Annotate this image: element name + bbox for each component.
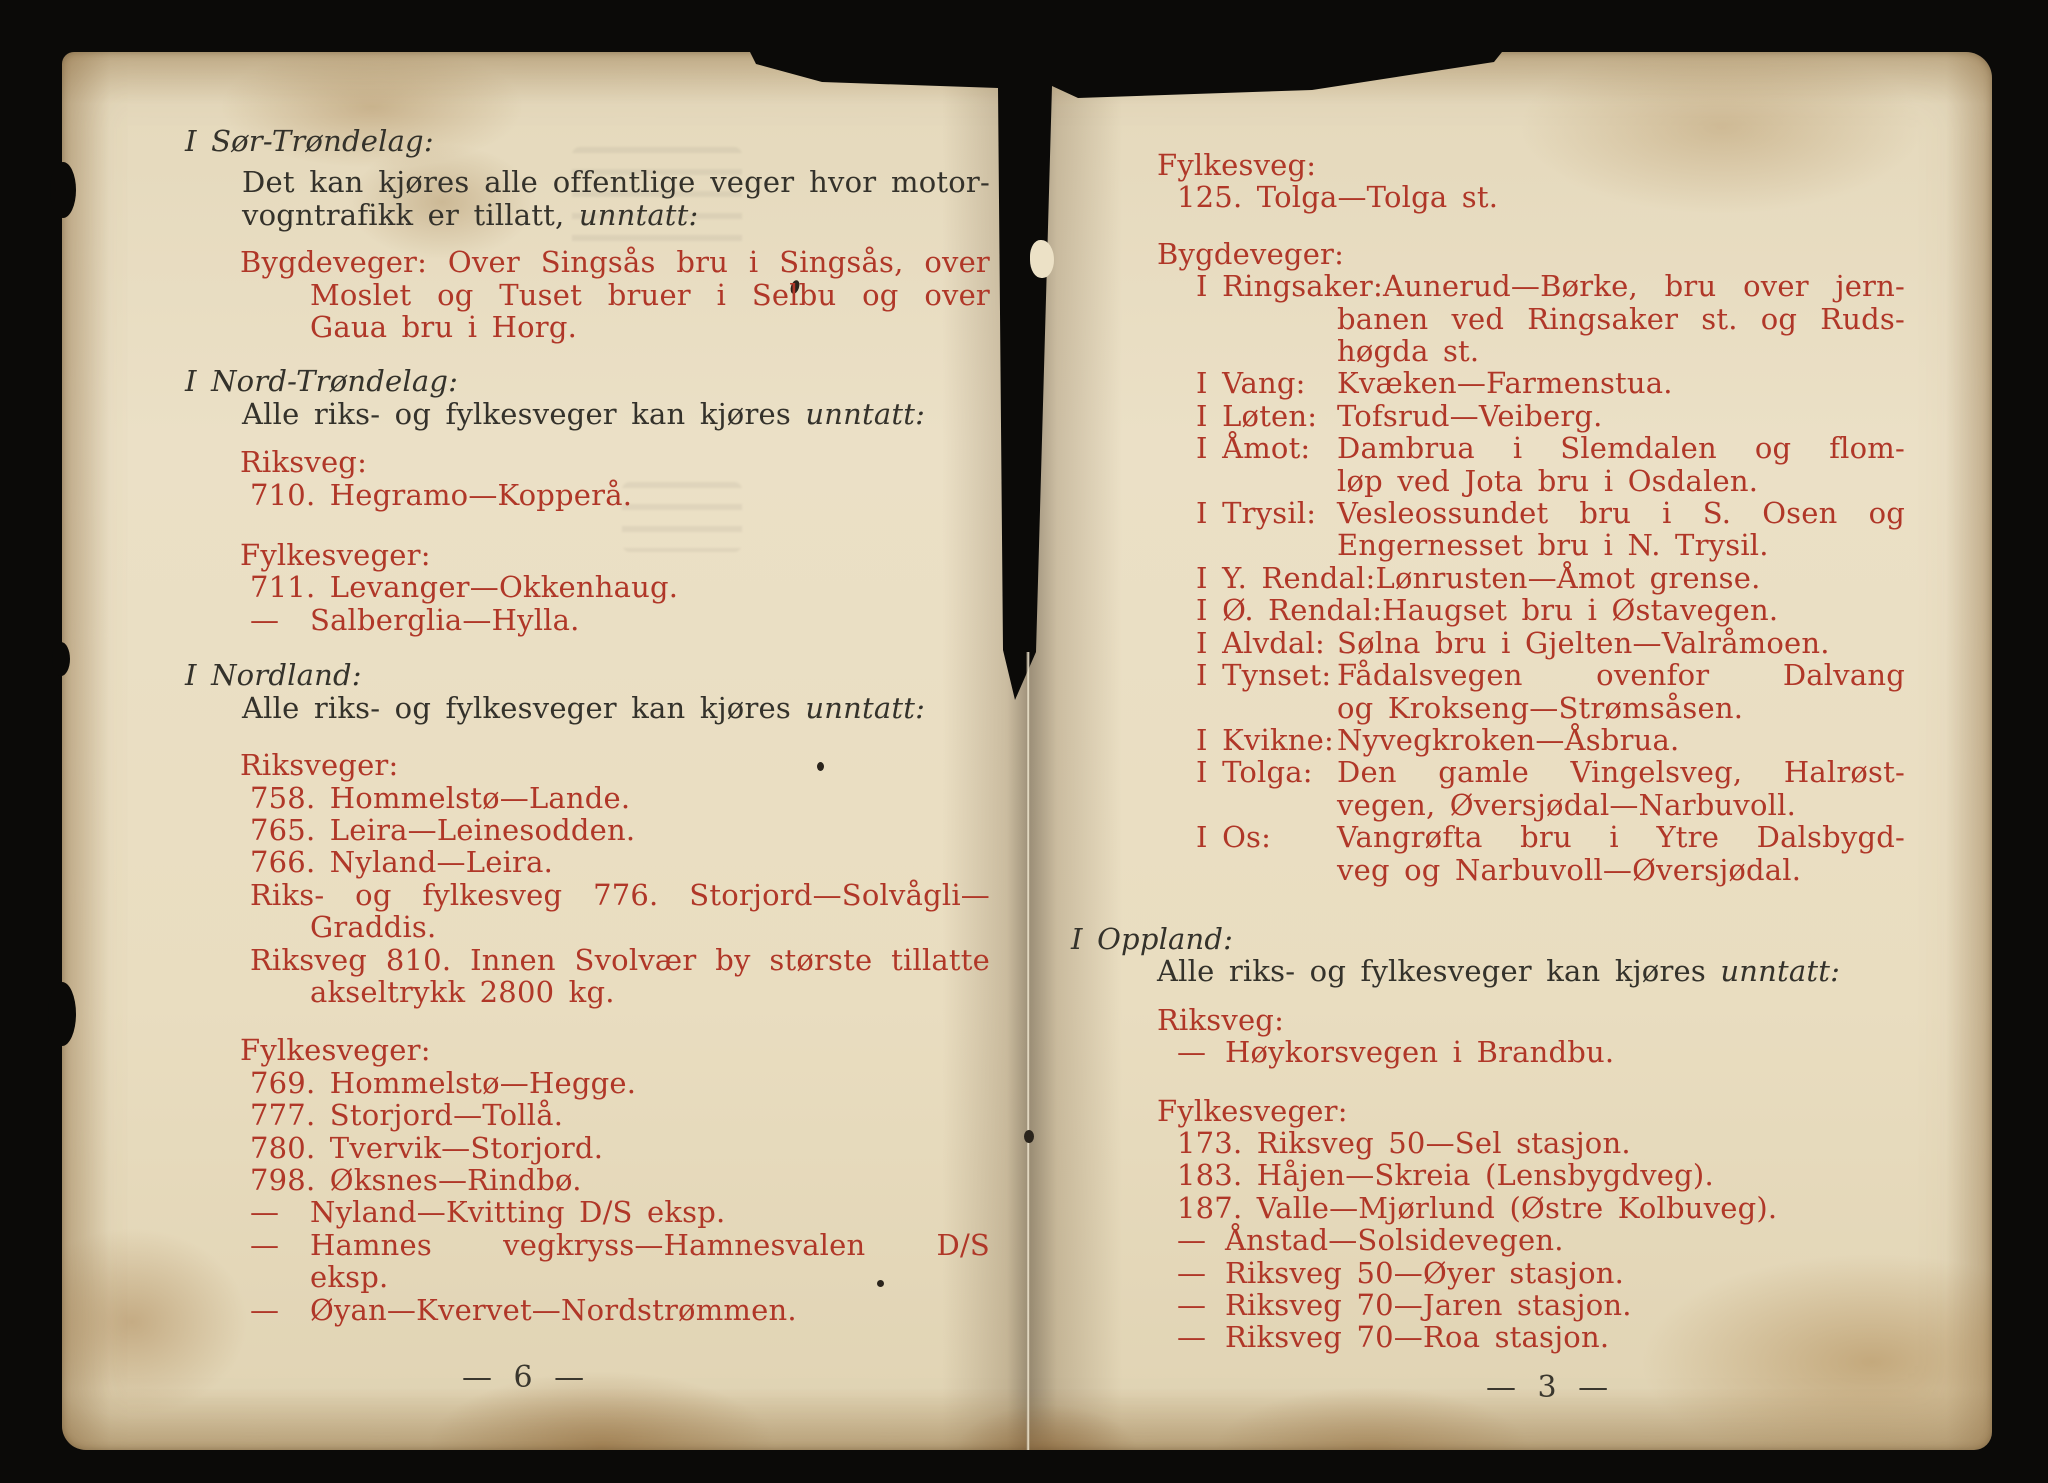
text-line: 769. Hommelstø—Hegge. xyxy=(250,1065,637,1100)
line-text: Øyan—Kvervet—Nordstrømmen. xyxy=(310,1292,797,1327)
line-text: veg og Narbuvoll—Øversjødal. xyxy=(1337,852,1802,887)
torn-edge-notch xyxy=(48,982,76,1046)
text-line: Riksveger: xyxy=(240,748,399,783)
text-line: Alle riks- og fylkesveger kan kjøres unntatt: xyxy=(242,396,926,431)
line-label: I Kvikne: xyxy=(1196,722,1334,757)
line-text: Sølna bru i Gjelten—Valråmoen. xyxy=(1337,625,1830,660)
ink-speck xyxy=(1024,1130,1034,1143)
text-line xyxy=(1071,367,1905,399)
text-line xyxy=(1071,562,1905,594)
line-text: Tofsrud—Veiberg. xyxy=(1337,398,1603,433)
text-line: Riksveg: xyxy=(240,445,368,480)
line-text: Engernesset bru i N. Trysil. xyxy=(1337,528,1769,563)
line-label: — xyxy=(1177,1035,1207,1070)
line-text: Riksveg 70—Jaren stasjon. xyxy=(1225,1288,1632,1322)
line-label xyxy=(1196,529,1337,561)
line-label: I Vang: xyxy=(1196,366,1306,401)
line-text: Riksveg 50—Øyer stasjon. xyxy=(1225,1255,1625,1290)
line-text: Salberglia—Hylla. xyxy=(310,602,580,637)
text-line: 173. Riksveg 50—Sel stasjon. xyxy=(1177,1125,1631,1160)
line-label: I Y. Rendal: xyxy=(1196,560,1376,595)
text-line: 766. Nyland—Leira. xyxy=(250,845,554,880)
text-line: 183. Håjen—Skreia (Lensbygdveg). xyxy=(1177,1158,1714,1193)
line-text: Nyland—Kvitting D/S eksp. xyxy=(310,1195,726,1230)
text-line: Moslet og Tuset bruer i Selbu og over xyxy=(310,277,990,312)
line-label: I Ringsaker: xyxy=(1196,269,1383,304)
line-text: Aunerud—Børke, bru over jern- xyxy=(1382,269,1905,304)
line-text: løp ved Jota bru i Osdalen. xyxy=(1337,463,1759,498)
text-line xyxy=(1071,400,1905,432)
text-line: 758. Hommelstø—Lande. xyxy=(250,780,631,815)
text-line: 187. Valle—Mjørlund (Østre Kolbuveg). xyxy=(1177,1190,1778,1225)
line-text: Kvæken—Farmenstua. xyxy=(1337,366,1673,401)
text-line xyxy=(185,1294,990,1326)
text-line: Gaua bru i Horg. xyxy=(310,310,578,345)
text-line: Det kan kjøres alle offentlige veger hvor motor- xyxy=(242,165,990,200)
text-line: I Nord-Trøndelag: xyxy=(185,364,459,399)
line-text: Den gamle Vingelsveg, Halrøst- xyxy=(1337,755,1905,790)
text-line: Alle riks- og fylkesveger kan kjøres unntatt: xyxy=(1157,954,1841,989)
text-line xyxy=(185,1196,990,1228)
page-number-left: — 6 — xyxy=(462,1360,587,1395)
text-line xyxy=(1071,1257,1905,1289)
paper-chip xyxy=(1030,240,1054,278)
text-line: Bygdeveger: xyxy=(1157,236,1345,271)
text-line: 777. Storjord—Tollå. xyxy=(250,1098,564,1133)
text-line: Fylkesveger: xyxy=(240,538,431,573)
text-line xyxy=(1071,432,1905,464)
line-text: og Krokseng—Strømsåsen. xyxy=(1337,690,1744,725)
line-text: Lønrusten—Åmot grense. xyxy=(1375,560,1761,595)
line-label: — xyxy=(1177,1223,1207,1258)
line-label xyxy=(1196,789,1337,821)
line-label: I Tynset: xyxy=(1196,658,1332,693)
text-line: vogntrafikk er tillatt, unntatt: xyxy=(242,197,699,232)
line-text: Haugset bru i Østavegen. xyxy=(1382,593,1779,628)
line-label: — xyxy=(250,1292,280,1327)
text-line xyxy=(1071,529,1905,561)
text-line: Riksveg: xyxy=(1157,1002,1285,1037)
text-line: 765. Leira—Leinesodden. xyxy=(250,812,636,847)
text-line xyxy=(1071,724,1905,756)
booklet-spread xyxy=(62,52,1992,1450)
line-label: — xyxy=(1177,1255,1207,1290)
torn-edge-notch xyxy=(50,162,76,218)
text-line xyxy=(1071,335,1905,367)
line-label: I Os: xyxy=(1196,820,1272,855)
line-label xyxy=(1196,303,1337,335)
line-text: banen ved Ringsaker st. og Ruds- xyxy=(1337,301,1905,336)
line-label: — xyxy=(1177,1320,1207,1355)
line-text: vegen, Øversjødal—Narbuvoll. xyxy=(1337,787,1797,822)
line-label: I Åmot: xyxy=(1196,431,1311,466)
line-text: Høykorsvegen i Brandbu. xyxy=(1225,1035,1615,1070)
line-label: I Tolga: xyxy=(1196,755,1313,790)
text-line xyxy=(1071,497,1905,529)
text-line xyxy=(1071,789,1905,821)
text-line: I Nordland: xyxy=(185,658,362,693)
text-line: Bygdeveger: Over Singsås bru i Singsås, over xyxy=(240,245,990,280)
line-label xyxy=(1196,692,1337,724)
text-line: I Sør-Trøndelag: xyxy=(185,124,434,158)
line-label: — xyxy=(250,1227,280,1262)
line-text: Nyvegkroken—Åsbrua. xyxy=(1337,722,1680,757)
text-line: 780. Tvervik—Storjord. xyxy=(250,1130,604,1165)
line-label: I Løten: xyxy=(1196,398,1318,433)
text-line xyxy=(1071,270,1905,302)
line-text: høgda st. xyxy=(1337,334,1480,369)
fold-crease xyxy=(1026,652,1030,1450)
text-line xyxy=(1071,627,1905,659)
torn-edge-notch xyxy=(52,642,70,676)
line-label: — xyxy=(1177,1288,1207,1322)
text-line: Fylkesveger: xyxy=(1157,1093,1348,1128)
line-label: — xyxy=(250,602,280,637)
line-text: Fådalsvegen ovenfor Dalvang xyxy=(1337,658,1905,693)
text-line: 710. Hegramo—Kopperå. xyxy=(250,477,633,512)
text-line xyxy=(1071,821,1905,853)
text-line xyxy=(1071,465,1905,497)
text-line: eksp. xyxy=(310,1260,389,1295)
line-label: I Alvdal: xyxy=(1196,625,1325,660)
line-text: Vangrøfta bru i Ytre Dalsbygd- xyxy=(1337,820,1905,855)
line-label xyxy=(1196,465,1337,497)
line-label: I Trysil: xyxy=(1196,496,1317,531)
text-line xyxy=(1071,1224,1905,1256)
text-line: Riksveg 810. Innen Svolvær by største tillatte xyxy=(250,942,990,977)
text-line xyxy=(1071,692,1905,724)
text-line xyxy=(1071,594,1905,626)
line-label xyxy=(1196,854,1337,886)
line-text: Riksveg 70—Roa stasjon. xyxy=(1225,1320,1610,1355)
text-line xyxy=(1071,659,1905,691)
page-right-text xyxy=(1071,149,1905,1354)
text-line: Riks- og fylkesveg 776. Storjord—Solvågli— xyxy=(250,877,990,912)
text-line: Alle riks- og fylkesveger kan kjøres unntatt: xyxy=(242,690,926,725)
line-text: Vesleossundet bru i S. Osen og xyxy=(1337,496,1905,531)
text-line: I Oppland: xyxy=(1071,921,1234,956)
text-line xyxy=(185,604,990,636)
text-line xyxy=(1071,1036,1905,1068)
text-line: 711. Levanger—Okkenhaug. xyxy=(250,570,679,605)
line-label: — xyxy=(250,1195,280,1230)
page-number-right: — 3 — xyxy=(1486,1370,1611,1405)
text-line xyxy=(185,1229,990,1261)
text-line xyxy=(1071,1289,1905,1321)
page-left-text xyxy=(185,125,990,1326)
line-text: Dambrua i Slemdalen og flom- xyxy=(1337,431,1905,466)
text-line: Fylkesveger: xyxy=(240,1033,431,1068)
text-line xyxy=(1071,854,1905,886)
text-line: Fylkesveg: xyxy=(1157,148,1317,182)
text-line xyxy=(1071,1321,1905,1353)
line-text: Hamnes vegkryss—Hamnesvalen D/S xyxy=(310,1227,990,1262)
line-text: Ånstad—Solsidevegen. xyxy=(1225,1223,1564,1258)
text-line: 125. Tolga—Tolga st. xyxy=(1177,180,1499,215)
text-line: akseltrykk 2800 kg. xyxy=(310,974,615,1009)
text-line xyxy=(1071,756,1905,788)
text-line: 798. Øksnes—Rindbø. xyxy=(250,1162,582,1197)
line-label xyxy=(1196,335,1337,367)
text-line xyxy=(1071,303,1905,335)
line-label: I Ø. Rendal: xyxy=(1196,593,1383,628)
text-line: Graddis. xyxy=(310,910,437,945)
